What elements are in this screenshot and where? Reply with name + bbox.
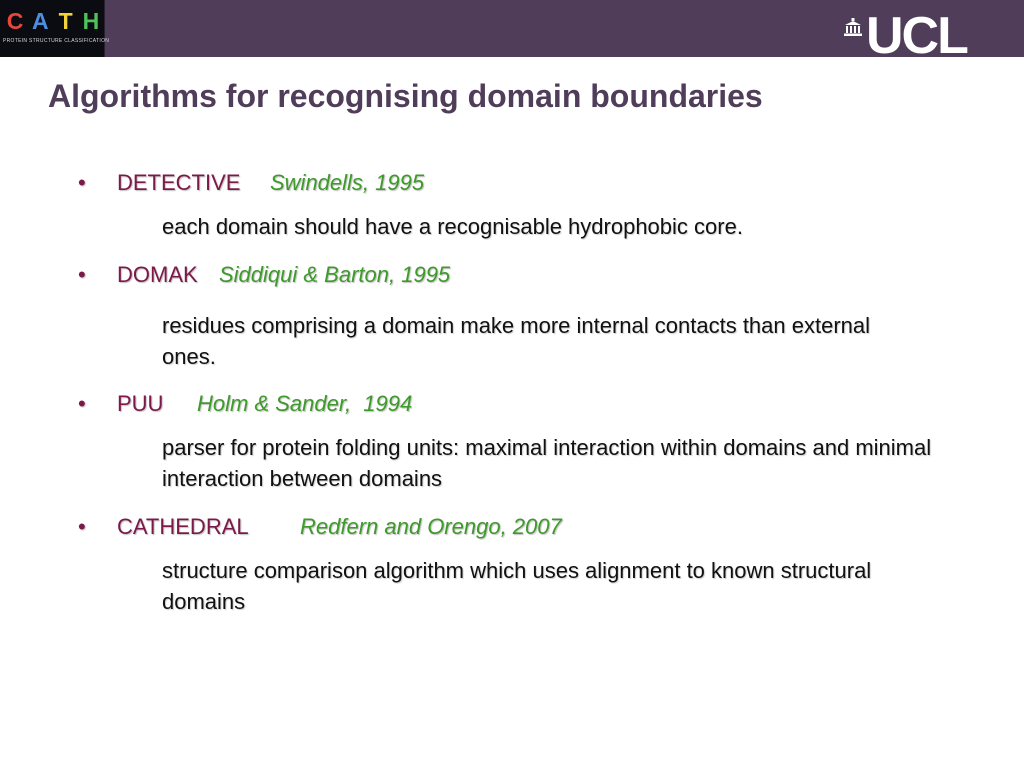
bullet-reference: Siddiqui & Barton, 1995: [219, 262, 451, 287]
cath-letter-c: C: [6, 8, 24, 34]
bullet-reference: Holm & Sander, 1994: [197, 391, 413, 416]
cath-letter-a: A: [32, 8, 49, 34]
slide-title: Algorithms for recognising domain boundaries: [48, 78, 763, 114]
bullet-name: PUU: [117, 391, 164, 416]
bullet-description: parser for protein folding units: maximal interaction within domains and minimal interaction between domains: [162, 435, 932, 491]
cath-letter-h: H: [82, 8, 100, 34]
cath-logo: [0, 0, 110, 57]
cath-letter-t: T: [58, 8, 73, 34]
bullet-description: each domain should have a recognisable hydrophobic core.: [162, 214, 743, 239]
bullet-name: CATHEDRAL: [117, 514, 249, 539]
ucl-logo: [844, 7, 994, 65]
bullet-name: DOMAK: [117, 262, 198, 287]
bullet-dot: •: [78, 391, 86, 416]
bullet-description: structure comparison algorithm which uses alignment to known structural domains: [162, 558, 872, 614]
ucl-wordmark: UCL: [866, 7, 967, 65]
bullet-dot: •: [78, 514, 86, 539]
bullet-dot: •: [78, 170, 86, 195]
bullet-description: residues comprising a domain make more internal contacts than external ones.: [162, 313, 871, 369]
cath-letters: [4, 9, 102, 33]
bullet-reference: Swindells, 1995: [270, 170, 425, 195]
bullet-reference: Redfern and Orengo, 2007: [300, 514, 562, 539]
bullet-dot: •: [78, 262, 86, 287]
cath-subtitle: PROTEIN STRUCTURE CLASSIFICATION: [3, 38, 110, 44]
portico-icon: [844, 18, 862, 36]
bullet-name: DETECTIVE: [117, 170, 241, 195]
